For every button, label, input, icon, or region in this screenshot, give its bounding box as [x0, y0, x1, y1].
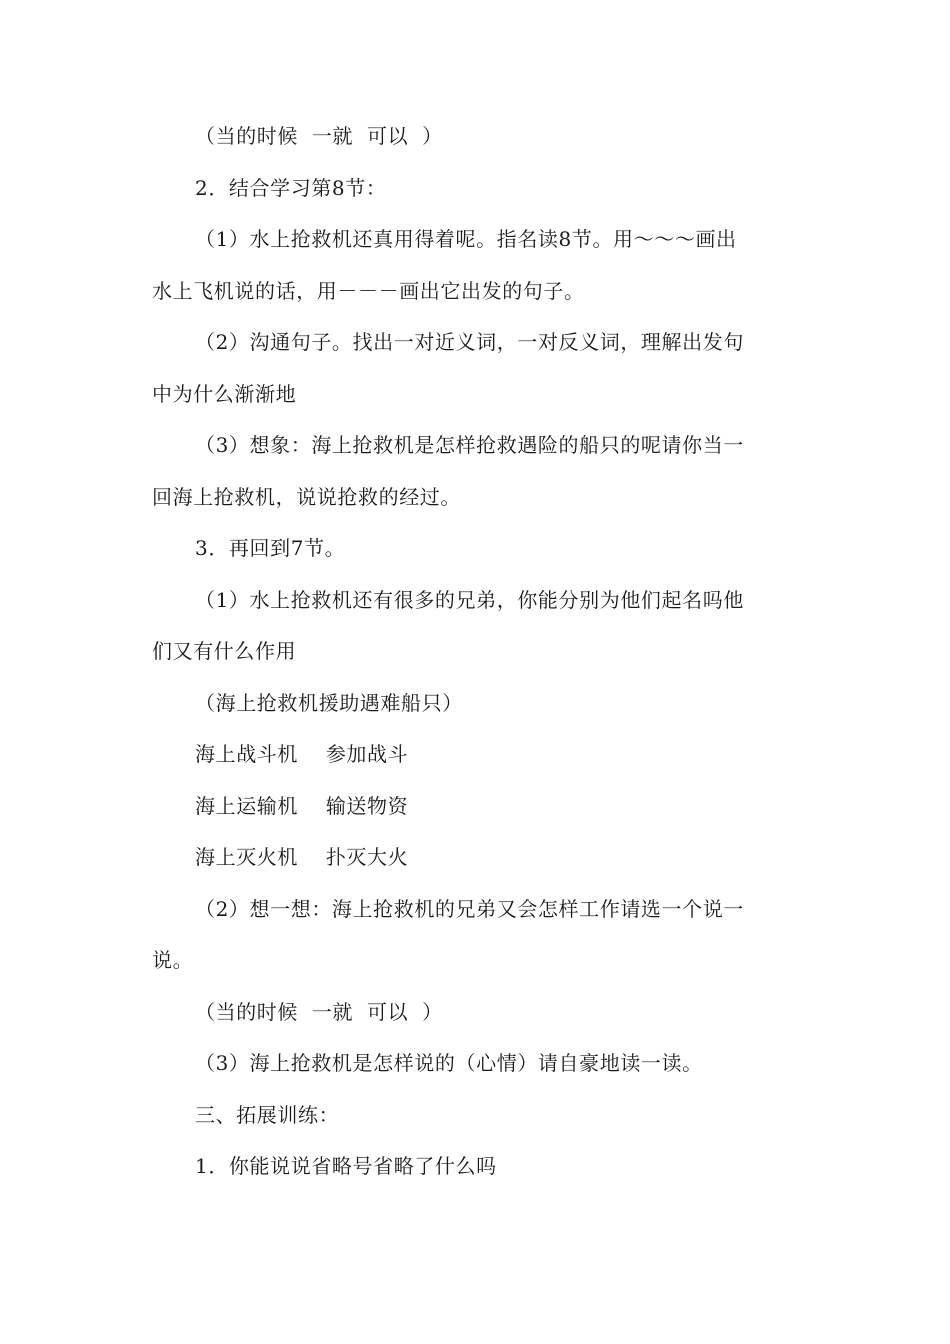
paragraph-step-3-heading: 3．再回到7节。 [195, 536, 346, 560]
paragraph-step-2-heading: 2．结合学习第8节： [195, 175, 387, 200]
paragraph-pattern-hint: （当的时候 一就 可以 ） [195, 124, 443, 148]
paragraph-step-2-item-2-cont: 中为什么渐渐地 [152, 381, 297, 406]
paragraph-extension-item-1: 1．你能说说省略号省略了什么吗 [195, 1154, 497, 1178]
paragraph-example-transport: 海上运输机 输送物资 [195, 793, 409, 818]
document-body [152, 111, 792, 1193]
paragraph-step-2-item-2: （2）沟通句子。找出一对近义词，一对反义词，理解出发句 [195, 330, 744, 354]
paragraph-step-3-item-2-cont: 说。 [152, 948, 194, 972]
paragraph-step-2-item-3-cont: 回海上抢救机，说说抢救的经过。 [152, 484, 461, 509]
paragraph-example-firefighter: 海上灭火机 扑灭大火 [195, 845, 409, 869]
paragraph-step-3-item-3: （3）海上抢救机是怎样说的（心情）请自豪地读一读。 [195, 1051, 703, 1075]
section-heading-extension: 三、拓展训练： [195, 1102, 340, 1127]
paragraph-step-2-item-1-cont: 水上飞机说的话，用－－－画出它出发的句子。 [152, 278, 585, 303]
paragraph-step-3-item-1-cont: 们又有什么作用 [152, 639, 297, 663]
paragraph-example-rescue: （海上抢救机援助遇难船只） [195, 690, 463, 715]
paragraph-pattern-hint-2: （当的时候 一就 可以 ） [195, 999, 443, 1024]
paragraph-step-3-item-1: （1）水上抢救机还有很多的兄弟，你能分别为他们起名吗他 [195, 587, 744, 612]
paragraph-example-fighter: 海上战斗机 参加战斗 [195, 742, 409, 766]
paragraph-step-2-item-3: （3）想象：海上抢救机是怎样抢救遇险的船只的呢请你当一 [195, 433, 744, 457]
paragraph-step-3-item-2: （2）想一想：海上抢救机的兄弟又会怎样工作请选一个说一 [195, 896, 744, 921]
paragraph-step-2-item-1: （1）水上抢救机还真用得着呢。指名读8节。用～～～画出 [195, 227, 737, 251]
